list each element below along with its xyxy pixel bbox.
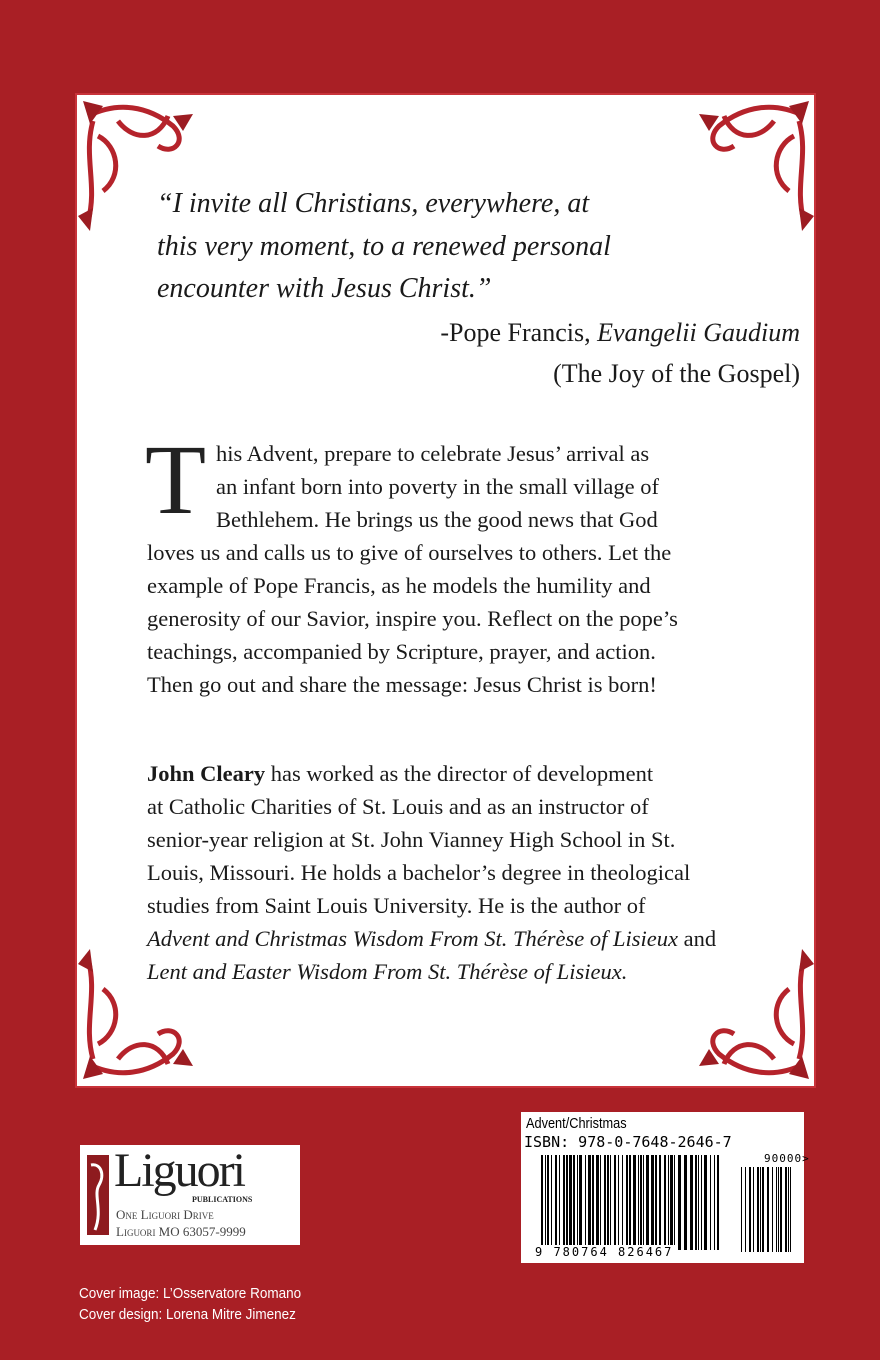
quote-line: encounter with Jesus Christ.” (157, 273, 492, 304)
bio-line: senior-year religion at St. John Vianney High School in St. (147, 827, 676, 852)
barcode-icon (541, 1155, 796, 1255)
quote-attribution (440, 318, 800, 348)
description-line: teachings, accompanied by Scripture, prayer, and action. (147, 639, 656, 664)
publisher-emblem-icon (87, 1155, 109, 1235)
corner-ornament-icon (694, 96, 814, 236)
description-line: Then go out and share the message: Jesus Christ is born! (147, 672, 657, 697)
book-title: Advent and Christmas Wisdom From St. Thérèse of Lisieux (147, 926, 679, 951)
bio-line (147, 926, 716, 952)
credit-line: Cover design: Lorena Mitre Jimenez (79, 1306, 296, 1323)
barcode-box (521, 1112, 810, 1263)
publisher-address: Liguori MO 63057-9999 (116, 1224, 246, 1239)
corner-ornament-icon (694, 944, 814, 1084)
description-line: an infant born into poverty in the small village of (216, 474, 660, 499)
attribution-author: -Pope Francis, (440, 318, 598, 347)
bio-line: studies from Saint Louis University. He is the author of (147, 893, 646, 918)
bio-line: Louis, Missouri. He holds a bachelor’s degree in theological (147, 860, 691, 885)
book-title: Lent and Easter Wisdom From St. Thérèse of Lisieux. (147, 959, 628, 984)
publisher-name: Liguori (114, 1144, 244, 1197)
bio-text: has worked as the director of development (265, 761, 654, 786)
quote-line: this very moment, to a renewed personal (157, 231, 611, 262)
attribution-work: Evangelii Gaudium (597, 318, 800, 347)
publisher-address: One Liguori Drive (116, 1207, 214, 1222)
bio-line (147, 959, 627, 985)
description-line: his Advent, prepare to celebrate Jesus’ arrival as (216, 441, 650, 466)
description-line: loves us and calls us to give of ourselves to others. Let the (147, 540, 672, 565)
quote-line: “I invite all Christians, everywhere, at (157, 188, 590, 219)
price-code: 90000> (764, 1152, 810, 1165)
credit-line: Cover image: L’Osservatore Romano (79, 1285, 302, 1302)
barcode-digits: 9 780764 826467 (535, 1245, 674, 1259)
barcode-category: Advent/Christmas (526, 1115, 627, 1132)
publisher-logo (80, 1145, 300, 1245)
description-line: generosity of our Savior, inspire you. Reflect on the pope’s (147, 606, 678, 631)
attribution-translation: (The Joy of the Gospel) (553, 359, 800, 388)
drop-cap: T (145, 424, 207, 535)
bio-text: and (678, 926, 717, 951)
bio-line (147, 761, 653, 787)
isbn-label: ISBN: 978-0-7648-2646-7 (524, 1133, 732, 1151)
bio-line: at Catholic Charities of St. Louis and as an instructor of (147, 794, 649, 819)
author-name: John Cleary (147, 761, 266, 786)
description-line: Bethlehem. He brings us the good news that God (216, 507, 658, 532)
publisher-sub: PUBLICATIONS (192, 1195, 253, 1204)
description-line: example of Pope Francis, as he models the humility and (147, 573, 651, 598)
